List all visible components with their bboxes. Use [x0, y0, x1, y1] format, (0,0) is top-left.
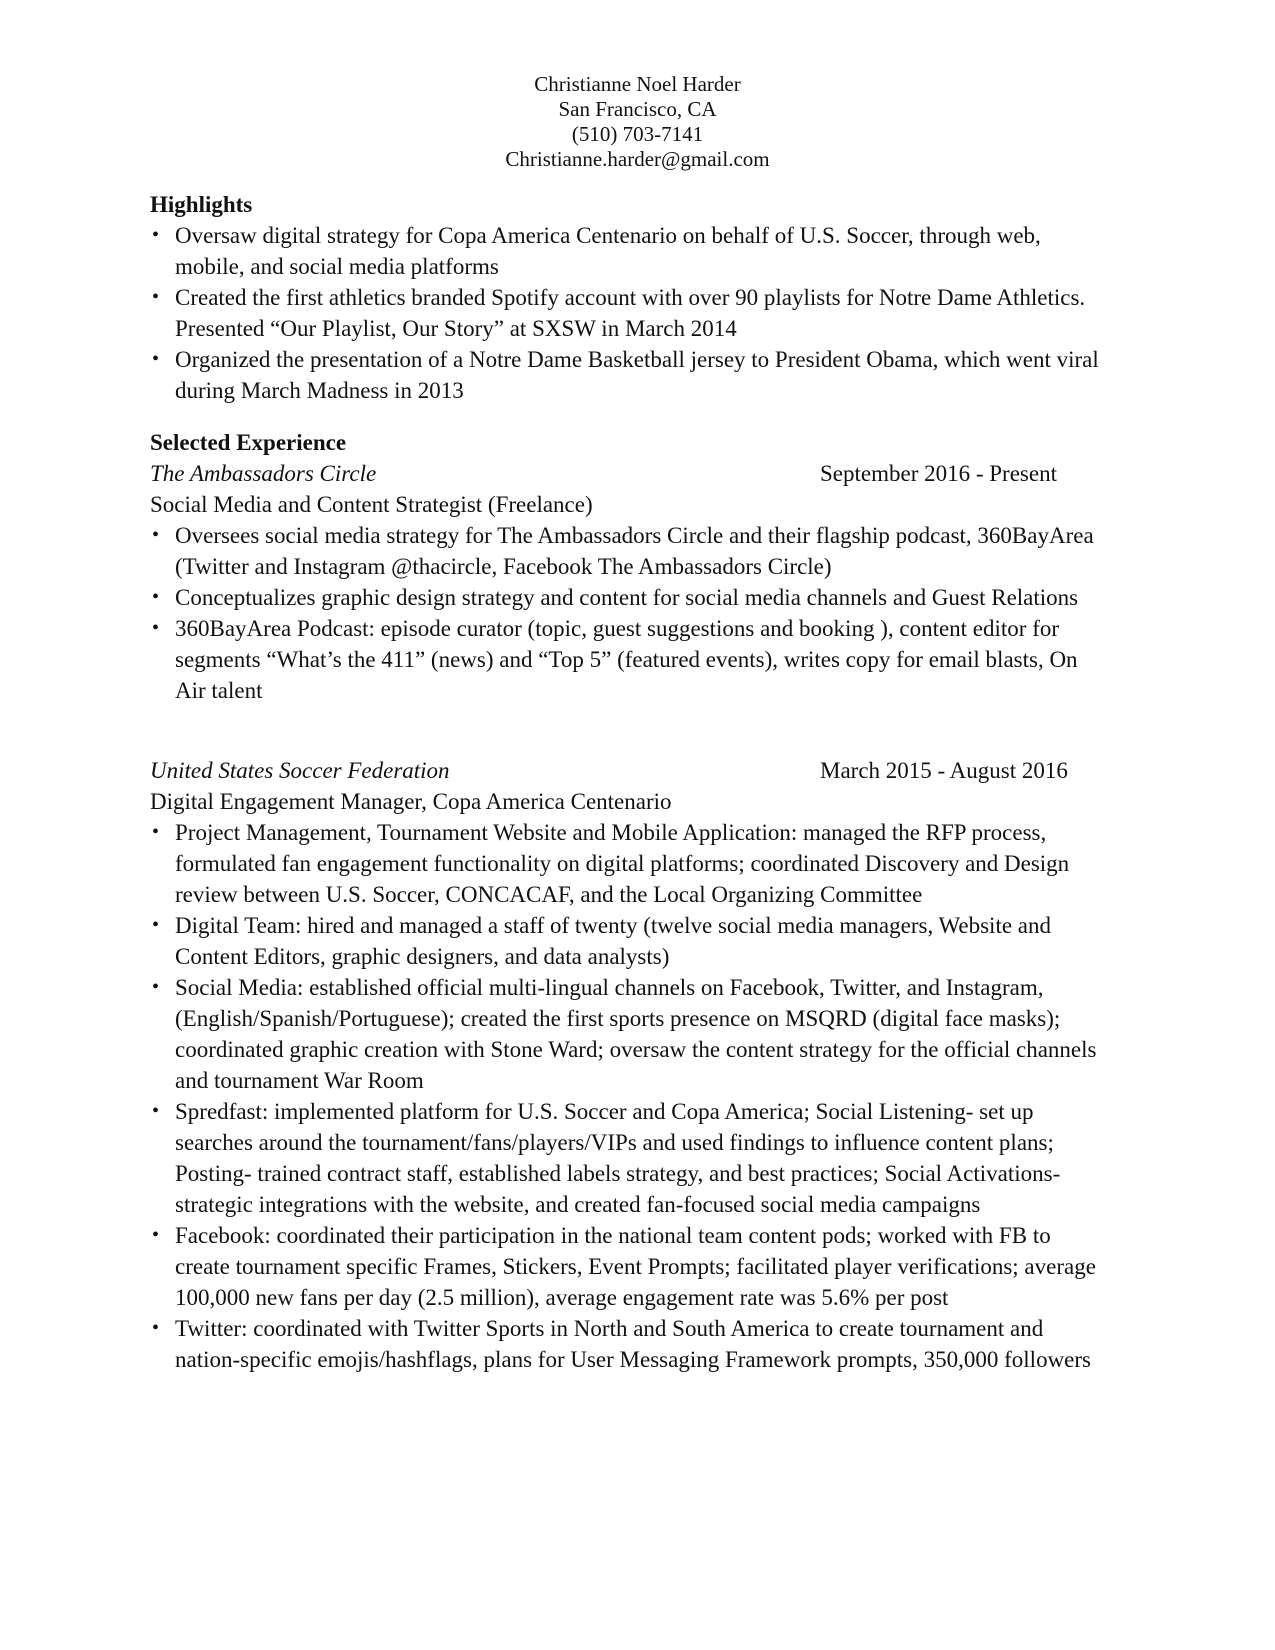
job-entry-ussf: [150, 755, 1110, 1375]
list-item: [150, 520, 1110, 582]
list-item-text: Organized the presentation of a Notre Dame Basketball jersey to President Obama, which went viral during March Madness in 2013: [175, 347, 1099, 403]
experience-section: [150, 427, 1110, 706]
list-item-text: 360BayArea Podcast: episode curator (topic, guest suggestions and booking ), content editor for segments “What’s the 411” (news) and “Top 5” (featured events), writes copy for email blasts, On Air talent: [175, 616, 1078, 703]
list-item: [150, 1096, 1110, 1220]
highlights-section: [150, 189, 1110, 406]
bullet-dot-icon: •: [152, 524, 160, 546]
bullet-dot-icon: •: [152, 286, 160, 308]
contact-header: [0, 72, 1275, 172]
list-item: [150, 344, 1110, 406]
bullet-dot-icon: •: [152, 586, 160, 608]
bullet-dot-icon: •: [152, 1224, 160, 1246]
list-item: [150, 910, 1110, 972]
bullet-dot-icon: •: [152, 914, 160, 936]
list-item: [150, 613, 1110, 706]
job-organization: The Ambassadors Circle: [150, 461, 377, 486]
job-role: Social Media and Content Strategist (Freelance): [150, 492, 593, 517]
contact-location: San Francisco, CA: [558, 97, 717, 121]
job-dates: September 2016 - Present: [820, 461, 1057, 486]
bullet-dot-icon: •: [152, 1317, 160, 1339]
list-item: [150, 282, 1110, 344]
bullet-dot-icon: •: [152, 1100, 160, 1122]
highlights-title: Highlights: [150, 192, 253, 217]
list-item-text: Oversaw digital strategy for Copa America Centenario on behalf of U.S. Soccer, through web, mobile, and social media platforms: [175, 223, 1041, 279]
highlights-list: [150, 220, 1110, 406]
job-header: [150, 458, 1110, 489]
job-header: [150, 755, 1110, 786]
job-role: Digital Engagement Manager, Copa America Centenario: [150, 789, 672, 814]
list-item-text: Digital Team: hired and managed a staff of twenty (twelve social media managers, Website and Content Editors, graphic designers, and data analysts): [175, 913, 1051, 969]
list-item-text: Twitter: coordinated with Twitter Sports in North and South America to create tournament and nation-specific emojis/hashflags, plans for User Messaging Framework prompts, 350,000 followers: [175, 1316, 1091, 1372]
bullet-dot-icon: •: [152, 224, 160, 246]
contact-name: Christianne Noel Harder: [534, 72, 741, 96]
contact-email: Christianne.harder@gmail.com: [505, 147, 770, 171]
list-item-text: Spredfast: implemented platform for U.S. Soccer and Copa America; Social Listening- set up searches around the tournament/fans/players/VIPs and used findings to influence content plans; Posting- trained contract staff, established labels strategy, and best practices; Social Activations- strategic integrations with the website, and created fan-focused social media campaigns: [175, 1099, 1061, 1217]
list-item: [150, 972, 1110, 1096]
list-item-text: Created the first athletics branded Spotify account with over 90 playlists for Notre Dame Athletics. Presented “Our Playlist, Our Story” at SXSW in March 2014: [175, 285, 1086, 341]
list-item: [150, 817, 1110, 910]
experience-title: Selected Experience: [150, 430, 347, 455]
list-item-text: Facebook: coordinated their participation in the national team content pods; worked with FB to create tournament specific Frames, Stickers, Event Prompts; facilitated player verifications; average 100,000 new fans per day (2.5 million), average engagement rate was 5.6% per post: [175, 1223, 1096, 1310]
list-item-text: Social Media: established official multi-lingual channels on Facebook, Twitter, and Instagram, (English/Spanish/Portuguese); created the first sports presence on MSQRD (digital face masks); coordinated graphic creation with Stone Ward; oversaw the content strategy for the official channels and tournament War Room: [175, 975, 1097, 1093]
list-item: [150, 1313, 1110, 1375]
contact-phone: (510) 703-7141: [571, 122, 704, 146]
job-dates: March 2015 - August 2016: [820, 758, 1068, 783]
bullet-dot-icon: •: [152, 617, 160, 639]
list-item: [150, 220, 1110, 282]
job-organization: United States Soccer Federation: [150, 758, 450, 783]
job-bullets: [150, 520, 1110, 706]
bullet-dot-icon: •: [152, 348, 160, 370]
list-item-text: Conceptualizes graphic design strategy and content for social media channels and Guest Relations: [175, 585, 1079, 610]
list-item-text: Oversees social media strategy for The Ambassadors Circle and their flagship podcast, 360BayArea (Twitter and Instagram @thacircle, Facebook The Ambassadors Circle): [175, 523, 1094, 579]
list-item: [150, 1220, 1110, 1313]
list-item-text: Project Management, Tournament Website and Mobile Application: managed the RFP process, formulated fan engagement functionality on digital platforms; coordinated Discovery and Design review between U.S. Soccer, CONCACAF, and the Local Organizing Committee: [175, 820, 1070, 907]
list-item: [150, 582, 1110, 613]
bullet-dot-icon: •: [152, 976, 160, 998]
bullet-dot-icon: •: [152, 821, 160, 843]
job-bullets: [150, 817, 1110, 1375]
job-entry-ambassadors-circle: [150, 458, 1110, 706]
